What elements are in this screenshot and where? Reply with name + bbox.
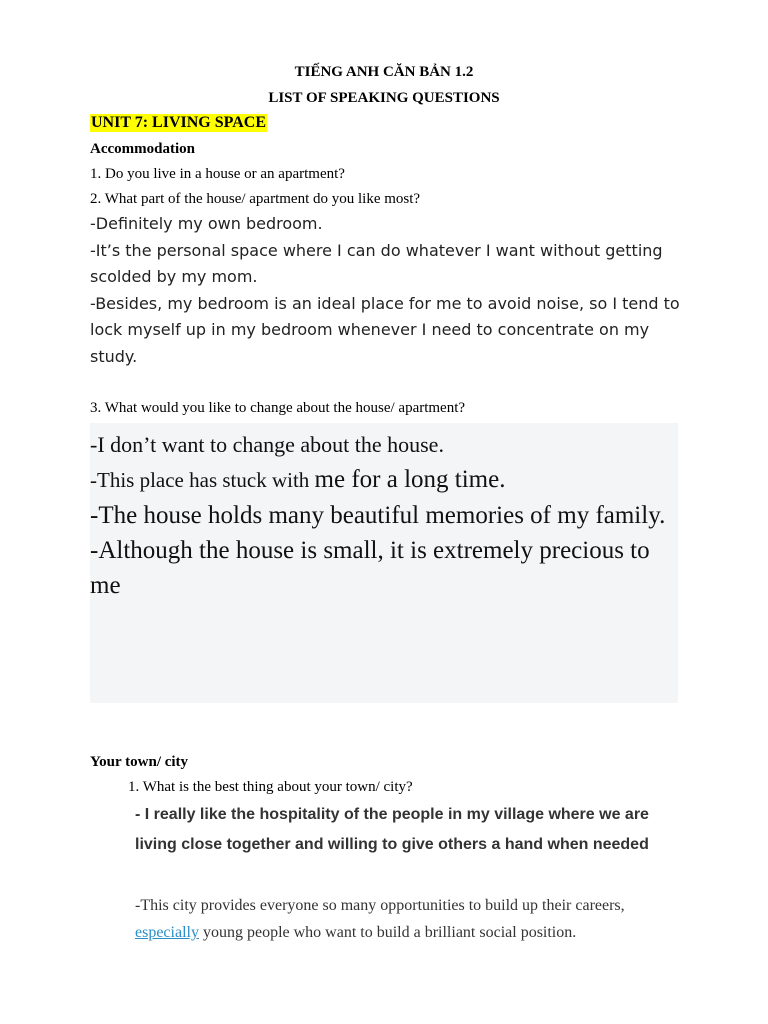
answer-3-line-2-start: -This place has stuck with	[90, 468, 315, 492]
town-answer-2-end: young people who want to build a brilliant social position.	[198, 924, 577, 941]
town-answer-2-start: -This city provides everyone so many opportunities to build up their careers,	[135, 897, 625, 914]
answer-3-line-4: -Although the house is small, it is extremely precious to me	[90, 537, 650, 599]
town-question-1: 1. What is the best thing about your town/ city?	[128, 779, 413, 795]
town-answer-1: - I really like the hospitality of the people in my village where we are living close together and willing to give others a hand when needed	[135, 806, 649, 853]
question-1: 1. Do you live in a house or an apartment?	[90, 166, 345, 182]
answer-2-line-3: -Besides, my bedroom is an ideal place for me to avoid noise, so I tend to lock myself up in my bedroom whenever I need to concentrate on my study.	[90, 293, 680, 366]
answer-3-line-2-end: me for a long time.	[314, 466, 506, 493]
answer-3-line-3: -The house holds many beautiful memories of my family.	[90, 502, 666, 529]
answer-3	[90, 427, 675, 603]
especially-link[interactable]: especially	[135, 924, 199, 941]
section-heading-town: Your town/ city	[90, 754, 189, 770]
unit-heading: UNIT 7: LIVING SPACE	[91, 114, 266, 131]
document-title: TIẾNG ANH CĂN BẢN 1.2	[294, 64, 474, 80]
answer-3-line-2	[90, 462, 675, 498]
answer-2-line-2: -It’s the personal space where I can do whatever I want without getting scolded by my mom.	[90, 240, 663, 286]
answer-2	[90, 211, 680, 370]
section-heading-accommodation: Accommodation	[90, 141, 195, 157]
question-2: 2. What part of the house/ apartment do you like most?	[90, 191, 421, 207]
answer-3-line-1: -I don’t want to change about the house.	[90, 432, 444, 457]
answer-2-line-1: -Definitely my own bedroom.	[90, 214, 323, 233]
document-subtitle: LIST OF SPEAKING QUESTIONS	[268, 90, 500, 106]
town-answer-2	[135, 892, 675, 946]
question-3: 3. What would you like to change about the house/ apartment?	[90, 400, 466, 416]
